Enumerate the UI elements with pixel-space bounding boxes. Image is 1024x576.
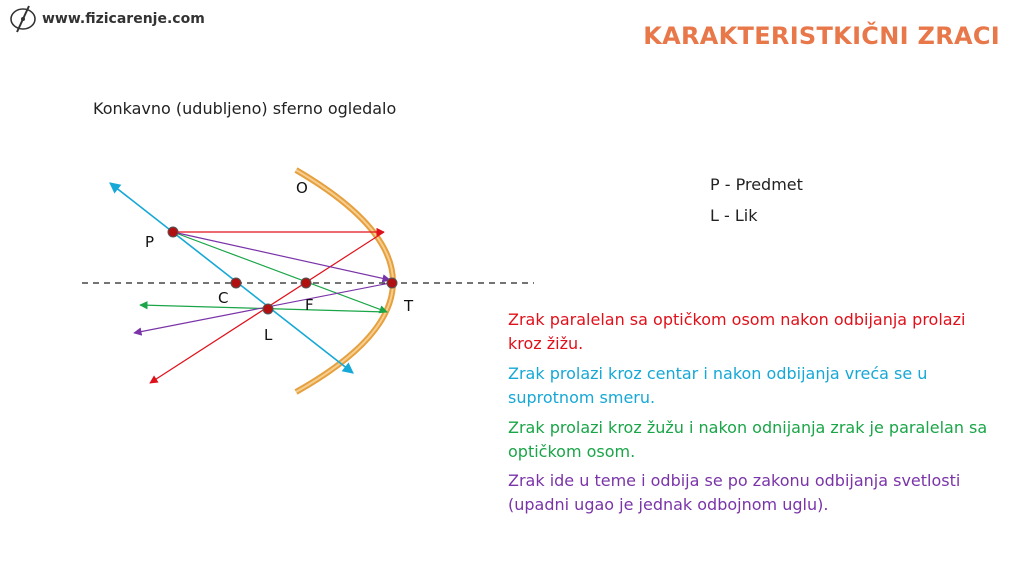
label-l: L (264, 326, 273, 344)
point-p (168, 227, 178, 237)
point-c (231, 278, 241, 288)
legend-predmet: P - Predmet (710, 175, 803, 194)
legend-lik: L - Lik (710, 206, 758, 225)
rule-center-ray: Zrak prolazi kroz centar i nakon odbijanja vreća se u suprotnom smeru. (508, 364, 928, 407)
page-title: KARAKTERISTKIČNI ZRACI (643, 22, 1000, 50)
point-t (387, 278, 397, 288)
label-f: F (305, 296, 314, 314)
diagram-subtitle: Konkavno (udubljeno) sferno ogledalo (93, 99, 397, 118)
label-p: P (145, 233, 155, 251)
rule-focus-ray: Zrak prolazi kroz žužu i nakon odnijanja zrak je paralelan sa optičkom osom. (508, 418, 988, 461)
label-t: T (404, 297, 414, 315)
point-f (301, 278, 311, 288)
ray-purple-reflected (134, 283, 390, 333)
point-l (263, 304, 273, 314)
label-c: C (218, 289, 229, 307)
site-url: www.fizicarenje.com (42, 11, 205, 27)
label-o: O (296, 179, 308, 197)
rule-parallel-ray: Zrak paralelan sa optičkom osom nakon odbijanja prolazi kroz žižu. (508, 310, 966, 353)
ray-blue-incident (110, 183, 353, 373)
rule-vertex-ray: Zrak ide u teme i odbija se po zakonu odbijanja svetlosti (upadni ugao je jednak odbojnom uglu). (508, 471, 961, 514)
